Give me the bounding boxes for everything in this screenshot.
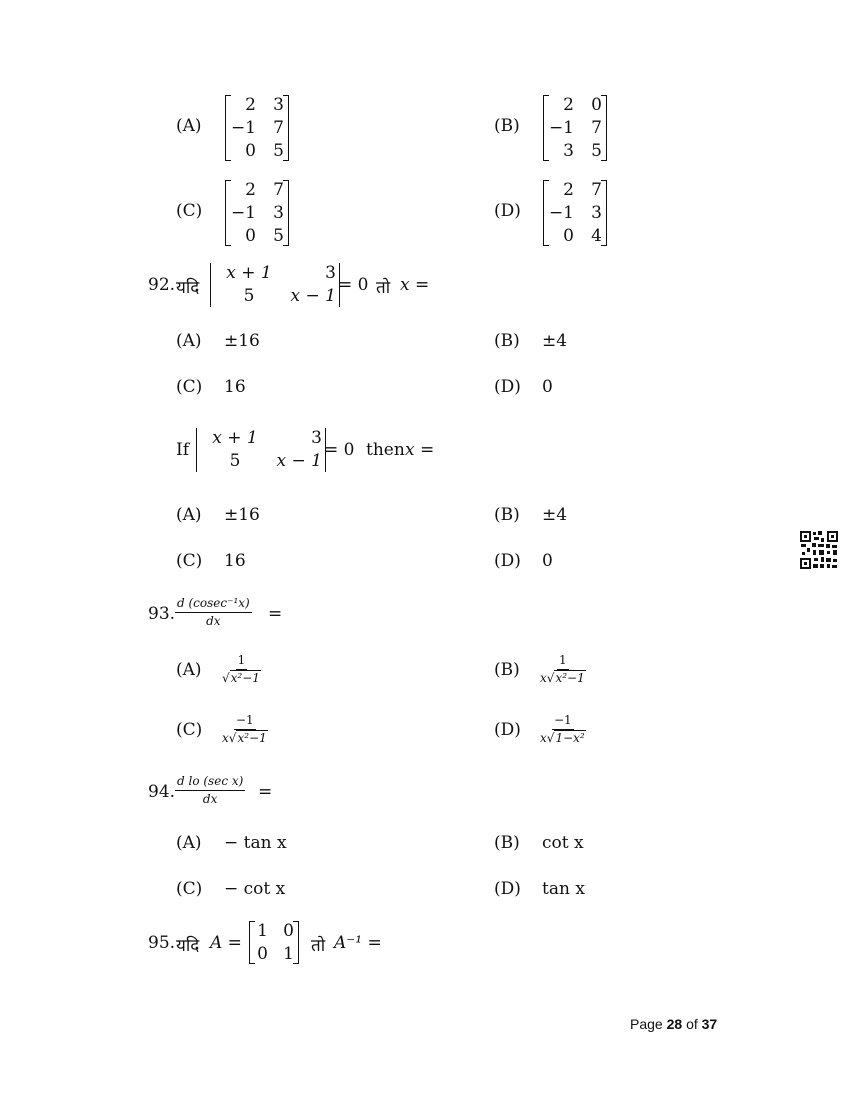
q94-derivative bbox=[175, 774, 245, 807]
q94-option-d-label: (D) bbox=[494, 879, 521, 899]
q93-denominator: dx bbox=[206, 614, 221, 628]
q93-derivative bbox=[175, 596, 252, 629]
cell: 5 bbox=[229, 451, 241, 471]
cell: 0 bbox=[257, 944, 268, 964]
q93-option-d-fraction bbox=[540, 713, 586, 746]
page-footer bbox=[630, 1016, 717, 1032]
q92-hindi-then: तो bbox=[376, 278, 391, 298]
of-word: of bbox=[686, 1016, 698, 1032]
q92-hindi-prefix: यदि bbox=[176, 278, 200, 298]
q92-en-option-d-label: (D) bbox=[494, 551, 521, 571]
cell: 3 bbox=[563, 141, 574, 161]
prefix: x bbox=[540, 671, 547, 685]
cell: x − 1 bbox=[290, 286, 336, 306]
q93-option-c-fraction bbox=[222, 713, 268, 746]
q92-option-a-label: (A) bbox=[176, 331, 202, 351]
cell: 0 bbox=[563, 226, 574, 246]
q93-option-a-label: (A) bbox=[176, 660, 202, 680]
cell: 0 bbox=[283, 921, 294, 941]
q93-eq: = bbox=[268, 604, 283, 624]
q92-en-option-b-label: (B) bbox=[494, 505, 520, 525]
q93-option-b-fraction bbox=[540, 653, 586, 686]
qr-code-icon bbox=[799, 530, 839, 570]
q92-option-a-value: ±16 bbox=[224, 331, 260, 351]
radicand: x²−1 bbox=[237, 731, 267, 745]
cell: 1 bbox=[283, 944, 294, 964]
q92-option-b-label: (B) bbox=[494, 331, 520, 351]
radicand: x²−1 bbox=[555, 671, 585, 685]
q95-hindi-prefix: यदि bbox=[176, 936, 200, 956]
q93-option-b-label: (B) bbox=[494, 660, 520, 680]
cell: −1 bbox=[548, 118, 574, 138]
cell: 3 bbox=[311, 428, 322, 448]
page-word: Page bbox=[630, 1016, 663, 1032]
q94-eq: = bbox=[258, 782, 273, 802]
q95-matrix bbox=[249, 921, 299, 964]
cell: 2 bbox=[245, 180, 256, 200]
cell: x + 1 bbox=[226, 263, 272, 283]
numerator: −1 bbox=[552, 713, 574, 730]
q91-option-d-label: (D) bbox=[494, 201, 521, 221]
cell: 7 bbox=[273, 118, 284, 138]
cell: 5 bbox=[273, 226, 284, 246]
q92-option-d-value: 0 bbox=[542, 377, 553, 397]
denominator: x√1−x² bbox=[540, 731, 585, 745]
denominator: √x²−1 bbox=[222, 671, 260, 685]
cell: 2 bbox=[563, 180, 574, 200]
q93-option-d-label: (D) bbox=[494, 720, 521, 740]
q92-option-c-value: 16 bbox=[224, 377, 246, 397]
cell: x − 1 bbox=[276, 451, 322, 471]
q92-en-option-b-value: ±4 bbox=[542, 505, 568, 525]
q92-en-eq: = 0 bbox=[324, 440, 355, 460]
q91-option-c-matrix bbox=[225, 180, 289, 246]
q92-en-var: x = bbox=[405, 440, 435, 460]
denominator: x√x²−1 bbox=[540, 671, 585, 685]
cell: 0 bbox=[245, 141, 256, 161]
q92-option-d-label: (D) bbox=[494, 377, 521, 397]
current-page: 28 bbox=[666, 1016, 683, 1032]
q92-en-option-a-label: (A) bbox=[176, 505, 202, 525]
cell: 7 bbox=[591, 118, 602, 138]
q92-en-option-c-label: (C) bbox=[176, 551, 203, 571]
cell: 0 bbox=[245, 226, 256, 246]
q94-option-b-label: (B) bbox=[494, 833, 520, 853]
q92-option-c-label: (C) bbox=[176, 377, 203, 397]
cell: 1 bbox=[257, 921, 268, 941]
cell: 3 bbox=[273, 203, 284, 223]
cell: −1 bbox=[230, 203, 256, 223]
cell: 2 bbox=[563, 95, 574, 115]
cell: 3 bbox=[591, 203, 602, 223]
q92-en-option-a-value: ±16 bbox=[224, 505, 260, 525]
cell: 7 bbox=[591, 180, 602, 200]
q94-denominator: dx bbox=[202, 792, 218, 806]
q94-option-a-label: (A) bbox=[176, 833, 202, 853]
prefix: x bbox=[540, 731, 547, 745]
q92-number: 92. bbox=[148, 275, 176, 295]
q92-en-then: then bbox=[366, 440, 405, 460]
q92-hindi-determinant bbox=[210, 263, 340, 307]
q93-option-a-fraction bbox=[222, 653, 261, 686]
cell: 3 bbox=[273, 95, 284, 115]
q91-option-d-matrix bbox=[543, 180, 607, 246]
cell: −1 bbox=[230, 118, 256, 138]
q91-option-b-matrix bbox=[543, 95, 607, 161]
q93-option-c-label: (C) bbox=[176, 720, 203, 740]
cell: 0 bbox=[591, 95, 602, 115]
q94-option-d-value: tan x bbox=[542, 879, 585, 899]
q94-option-a-value: − tan x bbox=[224, 833, 287, 853]
radicand: 1−x² bbox=[555, 731, 585, 745]
q91-option-a-label: (A) bbox=[176, 116, 202, 136]
q92-en-determinant bbox=[196, 428, 326, 472]
q95-var: A = bbox=[210, 933, 242, 953]
numerator: 1 bbox=[557, 653, 569, 670]
q93-numerator: d (cosec⁻¹x) bbox=[175, 596, 252, 613]
q92-en-option-d-value: 0 bbox=[542, 551, 553, 571]
q92-option-b-value: ±4 bbox=[542, 331, 568, 351]
q94-option-c-label: (C) bbox=[176, 879, 203, 899]
total-pages: 37 bbox=[701, 1016, 718, 1032]
q95-hindi-then: तो bbox=[311, 936, 326, 956]
q95-result: A⁻¹ = bbox=[334, 933, 382, 953]
q91-option-b-label: (B) bbox=[494, 116, 520, 136]
cell: x + 1 bbox=[212, 428, 258, 448]
cell: 3 bbox=[325, 263, 336, 283]
q92-en-prefix: If bbox=[176, 440, 190, 460]
q93-number: 93. bbox=[148, 604, 176, 624]
q94-numerator: d lo (sec x) bbox=[175, 774, 245, 791]
cell: 4 bbox=[591, 226, 602, 246]
q92-hindi-var: x = bbox=[400, 275, 430, 295]
numerator: 1 bbox=[236, 653, 248, 670]
q91-option-c-label: (C) bbox=[176, 201, 203, 221]
cell: 5 bbox=[591, 141, 602, 161]
cell: 7 bbox=[273, 180, 284, 200]
cell: 5 bbox=[243, 286, 255, 306]
cell: 2 bbox=[245, 95, 256, 115]
q92-en-option-c-value: 16 bbox=[224, 551, 246, 571]
q92-hindi-eq: = 0 bbox=[338, 275, 369, 295]
radicand: x²−1 bbox=[230, 671, 260, 685]
denominator: x√x²−1 bbox=[222, 731, 267, 745]
q94-option-b-value: cot x bbox=[542, 833, 584, 853]
q94-option-c-value: − cot x bbox=[224, 879, 286, 899]
q91-option-a-matrix bbox=[225, 95, 289, 161]
prefix: x bbox=[222, 731, 229, 745]
cell: −1 bbox=[548, 203, 574, 223]
numerator: −1 bbox=[234, 713, 256, 730]
q95-number: 95. bbox=[148, 933, 176, 953]
q94-number: 94. bbox=[148, 782, 176, 802]
cell: 5 bbox=[273, 141, 284, 161]
